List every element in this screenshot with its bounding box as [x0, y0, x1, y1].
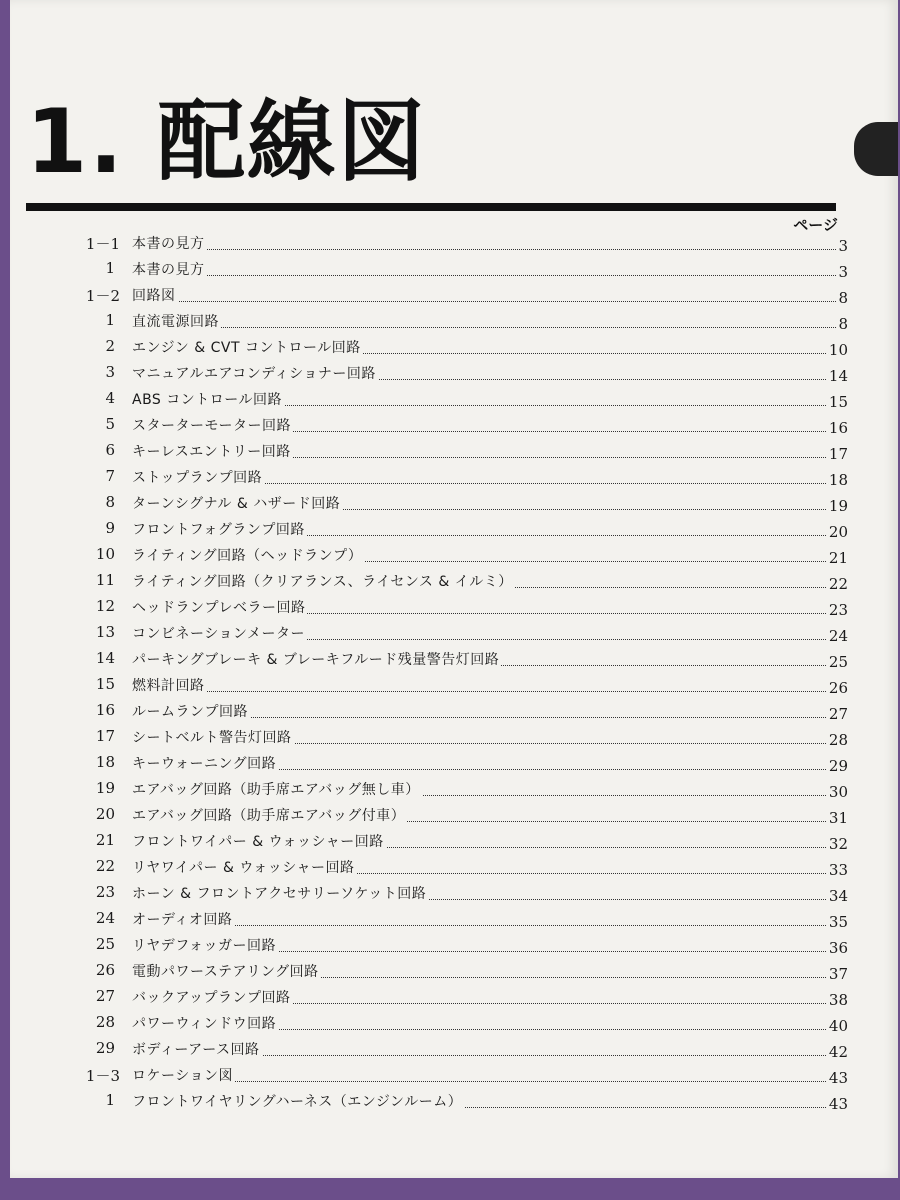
toc-entry-number: 7 [105, 467, 115, 485]
toc-entry-number: 22 [95, 857, 115, 875]
toc-entry-page: 10 [828, 341, 848, 359]
toc-entry-page: 26 [828, 679, 848, 697]
toc-entry-number: 13 [95, 623, 115, 641]
toc-entry [10, 515, 898, 541]
toc-entry-label: マニュアルエアコンディショナー回路 [132, 363, 378, 383]
toc-entry-label: ホーン & フロントアクセサリーソケット回路 [132, 883, 428, 903]
toc-entry-label: フロントワイパー & ウォッシャー回路 [132, 831, 386, 851]
toc-entry-number: 1－3 [85, 1067, 120, 1085]
toc-entry [10, 229, 898, 255]
dot-leader [134, 327, 836, 328]
toc-entry-page: 43 [828, 1069, 848, 1087]
toc-entry-page: 43 [828, 1095, 848, 1113]
toc-entry-label: 燃料計回路 [132, 675, 207, 695]
toc-entry-number: 9 [105, 519, 115, 537]
toc-entry [10, 333, 898, 359]
toc-entry [10, 957, 898, 983]
toc-entry-page: 27 [828, 705, 848, 723]
dot-leader [134, 301, 836, 302]
dot-leader [134, 275, 836, 276]
toc-entry [10, 307, 898, 333]
toc-entry [10, 567, 898, 593]
toc-entry-label: スターターモーター回路 [132, 415, 293, 435]
toc-entry [10, 853, 898, 879]
toc-entry-page: 23 [828, 601, 848, 619]
toc-entry-number: 23 [95, 883, 115, 901]
toc-entry-page: 42 [828, 1043, 848, 1061]
toc-entry-label: 本書の見方 [132, 233, 207, 253]
toc-entry-page: 14 [828, 367, 848, 385]
toc-entry-page: 17 [828, 445, 848, 463]
toc-entry-label: エアバッグ回路（助手席エアバッグ付車） [132, 805, 407, 825]
toc-entry-number: 15 [95, 675, 115, 693]
toc-entry-number: 6 [105, 441, 115, 459]
toc-entry-page: 8 [838, 289, 848, 307]
toc-entry-number: 3 [105, 363, 115, 381]
toc-entry-label: フロントフォグランプ回路 [132, 519, 307, 539]
toc-entry [10, 775, 898, 801]
toc-entry [10, 281, 898, 307]
toc-entry-label: コンビネーションメーター [132, 623, 307, 643]
toc-entry-label: ヘッドランプレベラー回路 [132, 597, 307, 617]
toc-entry-label: キーウォーニング回路 [132, 753, 278, 773]
toc-entry-number: 1 [105, 1091, 115, 1109]
toc-entry-page: 34 [828, 887, 848, 905]
toc-entry [10, 827, 898, 853]
toc-entry-page: 3 [838, 263, 848, 281]
toc-entry-label: キーレスエントリー回路 [132, 441, 293, 461]
toc-entry-number: 27 [95, 987, 115, 1005]
toc-entry-number: 25 [95, 935, 115, 953]
toc-entry [10, 697, 898, 723]
toc-entry-number: 1－1 [85, 235, 120, 253]
toc-entry-label: ライティング回路（クリアランス、ライセンス & イルミ） [132, 571, 515, 591]
toc-entry-number: 4 [105, 389, 115, 407]
toc-entry [10, 1009, 898, 1035]
toc-entry-page: 20 [828, 523, 848, 541]
page-column-header: ページ [793, 216, 838, 234]
dot-leader [134, 925, 836, 926]
toc-entry-page: 32 [828, 835, 848, 853]
title-rule [26, 203, 836, 211]
toc-entry [10, 593, 898, 619]
toc-entry-page: 3 [838, 237, 848, 255]
toc-entry-page: 37 [828, 965, 848, 983]
toc-entry-label: エアバッグ回路（助手席エアバッグ無し車） [132, 779, 422, 799]
toc-entry-page: 35 [828, 913, 848, 931]
toc-entry-number: 12 [95, 597, 115, 615]
toc-entry-number: 18 [95, 753, 115, 771]
page-title: 1. 配線図 [26, 90, 428, 193]
toc-entry-page: 16 [828, 419, 848, 437]
toc-entry [10, 879, 898, 905]
toc-entry [10, 437, 898, 463]
toc-entry-label: フロントワイヤリングハーネス（エンジンルーム） [132, 1091, 464, 1111]
toc-entry-number: 1 [105, 311, 115, 329]
toc-entry-label: ボディーアース回路 [132, 1039, 262, 1059]
toc-entry-number: 16 [95, 701, 115, 719]
toc-entry [10, 1035, 898, 1061]
toc-entry-label: 回路図 [132, 285, 178, 305]
toc-entry-page: 19 [828, 497, 848, 515]
table-of-contents [10, 229, 898, 1113]
toc-entry-label: ライティング回路（ヘッドランプ） [132, 545, 364, 565]
toc-entry-page: 25 [828, 653, 848, 671]
toc-entry-number: 2 [105, 337, 115, 355]
toc-entry-label: ABS コントロール回路 [132, 389, 284, 409]
toc-entry-number: 21 [95, 831, 115, 849]
toc-entry-page: 21 [828, 549, 848, 567]
toc-entry [10, 801, 898, 827]
toc-entry-page: 36 [828, 939, 848, 957]
toc-entry-label: 直流電源回路 [132, 311, 221, 331]
toc-entry-page: 18 [828, 471, 848, 489]
toc-entry-number: 5 [105, 415, 115, 433]
toc-entry [10, 749, 898, 775]
toc-entry-label: ロケーション図 [132, 1065, 235, 1085]
toc-entry-page: 30 [828, 783, 848, 801]
toc-entry [10, 723, 898, 749]
toc-entry [10, 255, 898, 281]
toc-entry [10, 541, 898, 567]
toc-entry [10, 619, 898, 645]
toc-entry-label: パワーウィンドウ回路 [132, 1013, 278, 1033]
toc-entry-page: 8 [838, 315, 848, 333]
toc-entry-number: 14 [95, 649, 115, 667]
toc-entry-label: エンジン & CVT コントロール回路 [132, 337, 363, 357]
toc-entry [10, 463, 898, 489]
toc-entry-number: 8 [105, 493, 115, 511]
toc-entry-number: 26 [95, 961, 115, 979]
toc-entry-number: 1 [105, 259, 115, 277]
toc-entry-label: シートベルト警告灯回路 [132, 727, 294, 747]
toc-entry-label: リヤワイパー & ウォッシャー回路 [132, 857, 357, 877]
toc-entry-number: 1－2 [85, 287, 120, 305]
chapter-tab-marker [854, 122, 898, 176]
toc-entry-page: 31 [828, 809, 848, 827]
toc-entry-number: 24 [95, 909, 115, 927]
document-page [10, 0, 898, 1178]
toc-entry [10, 359, 898, 385]
toc-entry [10, 905, 898, 931]
dot-leader [134, 1081, 836, 1082]
dot-leader [134, 691, 836, 692]
toc-entry-label: 電動パワーステアリング回路 [132, 961, 321, 981]
dot-leader [134, 249, 836, 250]
toc-entry-label: ルームランプ回路 [132, 701, 250, 721]
toc-entry-page: 15 [828, 393, 848, 411]
toc-entry-label: ターンシグナル & ハザード回路 [132, 493, 342, 513]
toc-entry-label: リヤデフォッガー回路 [132, 935, 278, 955]
toc-entry-label: オーディオ回路 [132, 909, 234, 929]
toc-entry [10, 1087, 898, 1113]
toc-entry-page: 24 [828, 627, 848, 645]
toc-entry [10, 385, 898, 411]
toc-entry-page: 22 [828, 575, 848, 593]
toc-entry-number: 17 [95, 727, 115, 745]
toc-entry-label: バックアップランプ回路 [132, 987, 293, 1007]
toc-entry-number: 29 [95, 1039, 115, 1057]
toc-entry-label: 本書の見方 [132, 259, 207, 279]
toc-entry [10, 1061, 898, 1087]
toc-entry-number: 20 [95, 805, 115, 823]
toc-entry-number: 19 [95, 779, 115, 797]
toc-entry [10, 489, 898, 515]
toc-entry [10, 671, 898, 697]
toc-entry-number: 10 [95, 545, 115, 563]
toc-entry-label: パーキングブレーキ & ブレーキフルード残量警告灯回路 [132, 649, 501, 669]
toc-entry-page: 33 [828, 861, 848, 879]
toc-entry [10, 983, 898, 1009]
toc-entry-number: 28 [95, 1013, 115, 1031]
toc-entry-label: ストップランプ回路 [132, 467, 264, 487]
toc-entry-number: 11 [95, 571, 115, 589]
toc-entry [10, 645, 898, 671]
toc-entry [10, 411, 898, 437]
toc-entry-page: 40 [828, 1017, 848, 1035]
toc-entry [10, 931, 898, 957]
toc-entry-page: 38 [828, 991, 848, 1009]
toc-entry-page: 29 [828, 757, 848, 775]
toc-entry-page: 28 [828, 731, 848, 749]
